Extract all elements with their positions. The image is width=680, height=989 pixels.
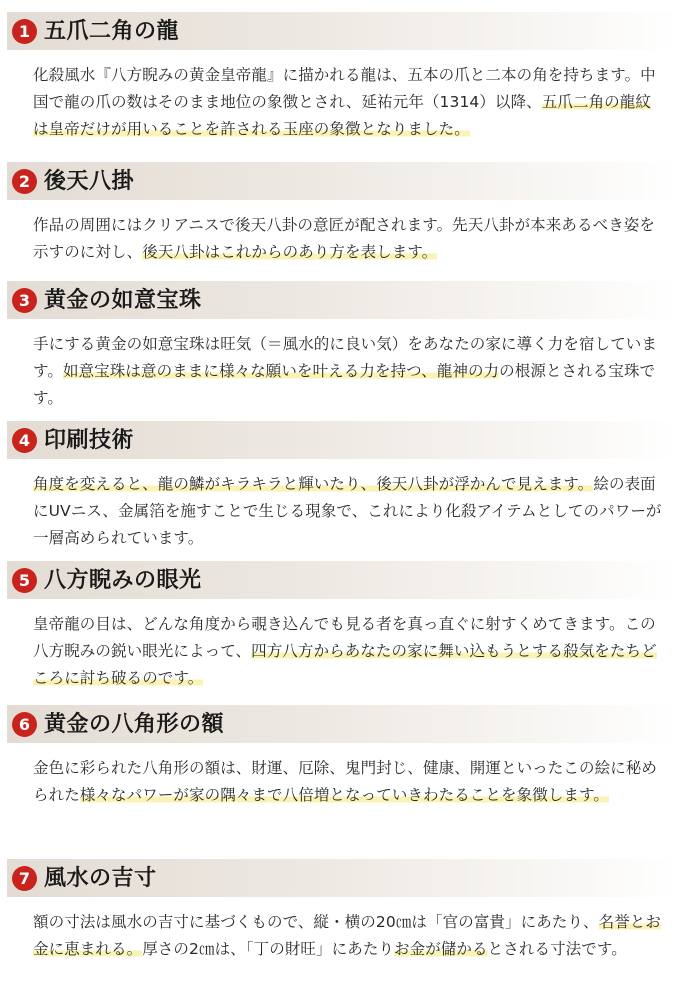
number-badge: 6	[12, 712, 37, 737]
number-badge: 2	[12, 169, 37, 194]
section-5	[0, 561, 680, 692]
number-badge: 4	[12, 428, 37, 453]
section-title: 黄金の八角形の額	[44, 711, 225, 737]
section-title: 黄金の如意宝珠	[44, 287, 202, 313]
highlighted-text: 様々なパワーが家の隅々まで八倍増となっていきわたることを象徴します。	[79, 786, 609, 804]
section-title: 五爪二角の龍	[44, 18, 180, 44]
section-header	[7, 421, 680, 459]
body-text: 化殺風水『八方睨みの黄金皇帝龍』に描かれる龍は、五本の爪と二本の角を持ちます。中国で龍の爪の数はそのまま地位の象徴とされ、延祐元年（1314）以降、	[33, 66, 656, 111]
highlighted-text: 角度を変えると、龍の鱗がキラキラと輝いたり、後天八卦が浮かんで見えます。	[33, 475, 594, 493]
section-6	[0, 705, 680, 809]
section-header	[7, 162, 680, 200]
section-header	[7, 12, 680, 50]
highlighted-text: 名誉とお金に恵まれる。	[33, 913, 662, 958]
highlighted-text: 四方八方からあなたの家に舞い込もうとする殺気をたちどころに討ち破るのです。	[33, 642, 657, 687]
section-body	[0, 50, 680, 143]
body-text: 絵の表面にUVニス、金属箔を施すことで生じる現象で、これにより化殺アイテムとしてのパワーが一層高められています。	[33, 475, 662, 547]
highlighted-text: 五爪二角の龍紋は皇帝だけが用いることを許される玉座の象徴となりました。	[33, 93, 651, 138]
number-badge: 1	[12, 19, 37, 44]
section-2	[0, 162, 680, 266]
body-text: 作品の周囲にはクリアニスで後天八卦の意匠が配されます。先天八卦が本来あるべき姿を示すのに対し、	[33, 216, 655, 261]
number-badge: 5	[12, 568, 37, 593]
highlighted-text: 如意宝珠は意のままに様々な願いを叶える力を持つ、龍神の力	[62, 362, 500, 380]
section-title: 八方睨みの眼光	[44, 567, 202, 593]
section-title: 印刷技術	[44, 427, 135, 453]
section-body	[0, 200, 680, 266]
section-header	[7, 859, 680, 897]
highlighted-text: お金が儲かる	[394, 940, 488, 958]
body-text: 手にする黄金の如意宝珠は旺気（＝風水的に良い気）をあなたの家に導く力を宿しています。	[33, 335, 658, 380]
section-1	[0, 12, 680, 143]
section-4	[0, 421, 680, 552]
section-7	[0, 859, 680, 963]
number-badge: 7	[12, 866, 37, 891]
section-body	[0, 599, 680, 692]
body-text: 皇帝龍の目は、どんな角度から覗き込んでも見る者を真っ直ぐに射すくめてきます。この八方睨みの鋭い眼光によって、	[33, 615, 656, 660]
section-body	[0, 459, 680, 552]
section-header	[7, 281, 680, 319]
body-text: 額の寸法は風水の吉寸に基づくもので、縦・横の20㎝は「官の富貴」にあたり、	[33, 913, 599, 931]
body-text: 金色に彩られた八角形の額は、財運、厄除、鬼門封じ、健康、開運といったこの絵に秘められた	[33, 759, 658, 804]
section-body	[0, 319, 680, 412]
section-body	[0, 897, 680, 963]
section-header	[7, 561, 680, 599]
highlighted-text: 後天八卦はこれからのあり方を表します。	[142, 243, 438, 261]
body-text: の根源とされる宝珠です。	[33, 362, 656, 407]
section-body	[0, 743, 680, 809]
section-3	[0, 281, 680, 412]
section-header	[7, 705, 680, 743]
body-text: とされる寸法です。	[487, 940, 627, 958]
body-text: 厚さの2㎝は、「丁の財旺」にあたり	[142, 940, 395, 958]
section-title: 後天八掛	[44, 168, 135, 194]
number-badge: 3	[12, 288, 37, 313]
section-title: 風水の吉寸	[44, 865, 157, 891]
